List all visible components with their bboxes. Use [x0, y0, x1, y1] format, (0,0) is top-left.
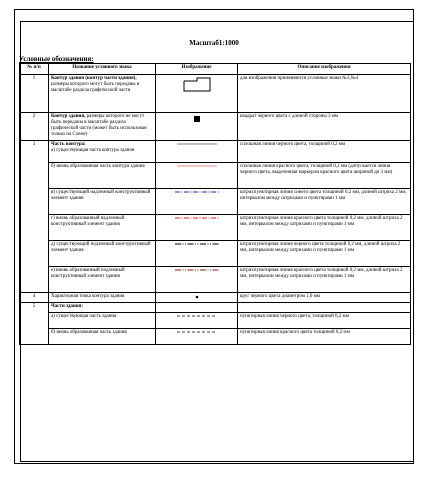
row-name: Характерная точка контура здания [49, 293, 156, 303]
row-name: д) существующий подземный конструктивный элемент здания [49, 241, 156, 267]
row-description: для изображения применяются условные знаки №3,№4 [238, 75, 411, 113]
dashed-red-line-icon [177, 330, 217, 334]
table-row [20, 293, 411, 303]
row-image [156, 189, 238, 215]
row-description: пунктирная линия черного цвета, толщиной 0,2 мм [238, 313, 411, 329]
black-dot-icon [194, 294, 200, 300]
row-name-bold: Контур здания (контур части здания), [51, 76, 137, 81]
row-image [156, 241, 238, 267]
table-row [20, 241, 411, 267]
header-name: Название условного знака [49, 64, 156, 75]
black-square-icon [192, 114, 202, 124]
row-num: 2 [20, 113, 49, 141]
row-description: штрихпунктирная линия красного цвета толщиной 0,2 мм, длиной штриха 2 мм, интервалом между штрихами и пунктирами 1 мм [238, 267, 411, 293]
dash-dot-blue-line-icon [175, 190, 219, 194]
row-description [238, 303, 411, 313]
table-row [20, 141, 411, 163]
row-num: 3 [20, 141, 49, 293]
dash-dot-red-black-line-icon [175, 268, 219, 272]
table-row [20, 267, 411, 293]
header-image: Изображение [156, 64, 238, 75]
legend-table [19, 63, 411, 345]
row-name-bold: Часть контура: [51, 142, 86, 147]
row-description: штрихпунктирная линия синего цвета толщиной 0,2 мм, длиной штриха 2 мм, интервалом между штрихами и пунктирами 1 мм [238, 189, 411, 215]
dash-dot-red-line-icon [175, 216, 219, 220]
row-name [49, 141, 156, 163]
row-description: сплошная линия красного цвета, толщиной 0,2 мм (допускается линия черного цвета, выделенная маркером красного цвета шириной до 3 мм) [238, 163, 411, 189]
row-image [156, 163, 238, 189]
row-description: квадрат черного цвета с длиной стороны 3 мм [238, 113, 411, 141]
row-name-text: размеры которого не могут быть переданы в масштабе раздела графической части (может быть использован только на Схеме) [51, 114, 147, 137]
row-num: 4 [20, 293, 49, 303]
row-description: штрихпунктирная линия красного цвета толщиной 0,2 мм, длиной штриха 2 мм, интервалом между штрихами и пунктирами 1 мм [238, 215, 411, 241]
row-name-bold: Контур здания, [51, 114, 86, 119]
table-row [20, 329, 411, 345]
table-row [20, 215, 411, 241]
header-num: № п/п [20, 64, 49, 75]
table-header-row [20, 64, 411, 75]
row-name: г) вновь образованный надземный конструктивный элемент здания [49, 215, 156, 241]
row-description: штрихпунктирная линия черного цвета толщиной 0,2 мм, длиной штриха 2 мм, интервалом между штрихами и пунктирами 1 мм [238, 241, 411, 267]
row-image [156, 75, 238, 113]
row-image [156, 303, 238, 313]
row-name [49, 303, 156, 313]
row-name-text: размеры которого могут быть переданы в масштабе раздела графической части [51, 81, 140, 93]
row-image [156, 113, 238, 141]
table-row [20, 113, 411, 141]
scale-title: Масштаб1:1000 [189, 39, 239, 47]
row-name: а) существующая часть здания [49, 313, 156, 329]
row-image [156, 141, 238, 163]
table-row [20, 303, 411, 313]
table-row [20, 313, 411, 329]
row-name: б) вновь образованная часть здания [49, 329, 156, 345]
header-description: Описание изображения [238, 64, 411, 75]
row-name-text: а) существующая часть контура здания [51, 147, 135, 153]
row-name [49, 75, 156, 113]
row-image [156, 329, 238, 345]
table-row [20, 163, 411, 189]
row-name: б) вновь образованная часть контура здания [49, 163, 156, 189]
row-name: в) существующий надземный конструктивный элемент здания [49, 189, 156, 215]
row-image [156, 267, 238, 293]
table-row [20, 75, 411, 113]
row-name: е) вновь образованный подземный конструктивный элемент здания [49, 267, 156, 293]
row-image [156, 293, 238, 303]
solid-red-line-icon [177, 164, 217, 168]
row-num: 5 [20, 303, 49, 345]
building-contour-icon [180, 76, 214, 94]
table-row [20, 189, 411, 215]
row-name-bold: Части здания: [51, 304, 84, 309]
solid-black-line-icon [177, 142, 217, 146]
dashed-black-line-icon [177, 314, 217, 318]
row-description: пунктирная линия красного цвета толщиной 0,2 мм [238, 329, 411, 345]
row-description: круг черного цвета диаметром 1,0 мм [238, 293, 411, 303]
row-image [156, 313, 238, 329]
row-num: 1 [20, 75, 49, 113]
row-name [49, 113, 156, 141]
row-image [156, 215, 238, 241]
legend-title: Условные обозначения: [19, 55, 94, 63]
row-description: сплошная линия черного цвета, толщиной 0,2 мм [238, 141, 411, 163]
dash-dot-black-line-icon [175, 242, 219, 246]
